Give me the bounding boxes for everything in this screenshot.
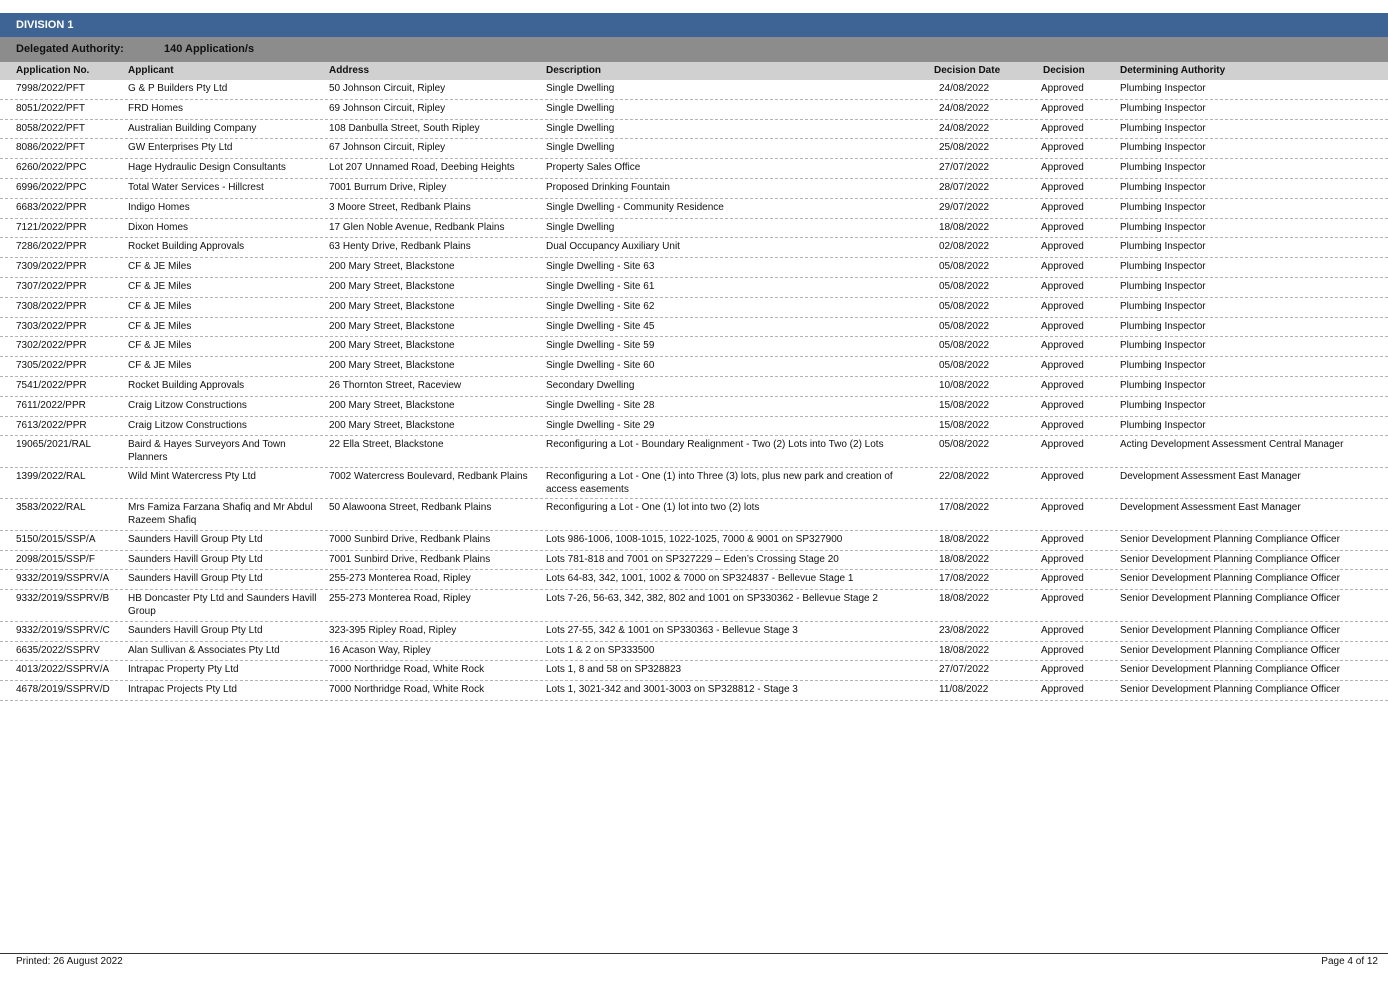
cell-description: Lots 27-55, 342 & 1001 on SP330363 - Bellevue Stage 3 bbox=[546, 624, 798, 636]
cell-address: 63 Henty Drive, Redbank Plains bbox=[329, 241, 471, 253]
table-row bbox=[0, 120, 1388, 140]
cell-determining-authority: Plumbing Inspector bbox=[1120, 221, 1206, 233]
cell-app-no: 4013/2022/SSPRV/A bbox=[16, 664, 110, 676]
cell-app-no: 7286/2022/PPR bbox=[16, 241, 87, 253]
table-row bbox=[0, 298, 1388, 318]
cell-decision-date: 24/08/2022 bbox=[939, 83, 990, 94]
cell-determining-authority: Development Assessment East Manager bbox=[1120, 502, 1301, 514]
cell-address: 3 Moore Street, Redbank Plains bbox=[329, 201, 471, 213]
cell-determining-authority: Senior Development Planning Compliance Officer bbox=[1120, 593, 1340, 605]
cell-address: 50 Alawoona Street, Redbank Plains bbox=[329, 502, 492, 514]
cell-decision: Approved bbox=[1041, 399, 1084, 411]
cell-applicant: CF & JE Miles bbox=[128, 320, 192, 332]
cell-applicant: GW Enterprises Pty Ltd bbox=[128, 142, 233, 154]
cell-determining-authority: Senior Development Planning Compliance Officer bbox=[1120, 684, 1340, 696]
cell-decision: Approved bbox=[1041, 83, 1084, 94]
cell-applicant: CF & JE Miles bbox=[128, 280, 192, 292]
cell-app-no: 7998/2022/PFT bbox=[16, 83, 85, 94]
table-row bbox=[0, 318, 1388, 338]
cell-decision-date: 05/08/2022 bbox=[939, 340, 990, 352]
column-header-app-no: Application No. bbox=[16, 65, 90, 76]
cell-description: Lots 1, 8 and 58 on SP328823 bbox=[546, 664, 682, 676]
cell-app-no: 3583/2022/RAL bbox=[16, 502, 86, 514]
cell-address: 7000 Northridge Road, White Rock bbox=[329, 684, 485, 696]
cell-decision-date: 18/08/2022 bbox=[939, 593, 990, 605]
cell-decision-date: 25/08/2022 bbox=[939, 142, 990, 154]
table-row bbox=[0, 159, 1388, 179]
table-row bbox=[0, 436, 1388, 468]
cell-decision: Approved bbox=[1041, 419, 1084, 431]
table-row bbox=[0, 622, 1388, 642]
cell-address: 323-395 Ripley Road, Ripley bbox=[329, 624, 457, 636]
cell-description: Single Dwelling bbox=[546, 122, 615, 134]
cell-description: Single Dwelling - Site 59 bbox=[546, 340, 655, 352]
table-row bbox=[0, 551, 1388, 571]
cell-address: 7001 Burrum Drive, Ripley bbox=[329, 181, 447, 193]
cell-determining-authority: Plumbing Inspector bbox=[1120, 142, 1206, 154]
cell-app-no: 7305/2022/PPR bbox=[16, 360, 87, 372]
cell-address: 200 Mary Street, Blackstone bbox=[329, 261, 455, 273]
cell-address: 200 Mary Street, Blackstone bbox=[329, 419, 455, 431]
cell-decision-date: 18/08/2022 bbox=[939, 221, 990, 233]
cell-app-no: 7541/2022/PPR bbox=[16, 379, 87, 391]
cell-app-no: 9332/2019/SSPRV/A bbox=[16, 573, 110, 585]
cell-app-no: 7303/2022/PPR bbox=[16, 320, 87, 332]
cell-app-no: 7121/2022/PPR bbox=[16, 221, 87, 233]
table-row bbox=[0, 570, 1388, 590]
cell-determining-authority: Plumbing Inspector bbox=[1120, 122, 1206, 134]
cell-decision-date: 24/08/2022 bbox=[939, 102, 990, 114]
cell-app-no: 7302/2022/PPR bbox=[16, 340, 87, 352]
cell-decision: Approved bbox=[1041, 320, 1084, 332]
cell-applicant: Mrs Famiza Farzana Shafiq and Mr Abdul Razeem Shafiq bbox=[128, 502, 313, 527]
table-row bbox=[0, 199, 1388, 219]
cell-decision: Approved bbox=[1041, 593, 1084, 605]
table-row bbox=[0, 499, 1388, 531]
cell-decision: Approved bbox=[1041, 261, 1084, 273]
cell-app-no: 6260/2022/PPC bbox=[16, 162, 87, 174]
cell-app-no: 7307/2022/PPR bbox=[16, 280, 87, 292]
column-header-determining-authority: Determining Authority bbox=[1120, 65, 1226, 76]
cell-decision-date: 05/08/2022 bbox=[939, 439, 990, 451]
cell-decision: Approved bbox=[1041, 624, 1084, 636]
cell-address: 200 Mary Street, Blackstone bbox=[329, 300, 455, 312]
cell-address: 108 Danbulla Street, South Ripley bbox=[329, 122, 480, 134]
table-row bbox=[0, 357, 1388, 377]
cell-decision: Approved bbox=[1041, 122, 1084, 134]
cell-applicant: Dixon Homes bbox=[128, 221, 189, 233]
cell-address: 17 Glen Noble Avenue, Redbank Plains bbox=[329, 221, 505, 233]
cell-decision-date: 17/08/2022 bbox=[939, 573, 990, 585]
table-row bbox=[0, 278, 1388, 298]
cell-description: Single Dwelling - Site 61 bbox=[546, 280, 655, 292]
cell-decision: Approved bbox=[1041, 470, 1084, 482]
cell-decision-date: 27/07/2022 bbox=[939, 664, 990, 676]
page-number: Page 4 of 12 bbox=[1321, 956, 1378, 967]
cell-decision: Approved bbox=[1041, 181, 1084, 193]
table-row bbox=[0, 219, 1388, 239]
cell-description: Lots 64-83, 342, 1001, 1002 & 7000 on SP324837 - Bellevue Stage 1 bbox=[546, 573, 854, 585]
cell-decision: Approved bbox=[1041, 162, 1084, 174]
cell-description: Proposed Drinking Fountain bbox=[546, 181, 670, 193]
cell-decision-date: 15/08/2022 bbox=[939, 419, 990, 431]
cell-applicant: CF & JE Miles bbox=[128, 300, 192, 312]
cell-app-no: 1399/2022/RAL bbox=[16, 470, 86, 482]
cell-applicant: Alan Sullivan & Associates Pty Ltd bbox=[128, 644, 280, 656]
cell-determining-authority: Senior Development Planning Compliance Officer bbox=[1120, 644, 1340, 656]
cell-decision-date: 18/08/2022 bbox=[939, 553, 990, 565]
footer-divider bbox=[0, 953, 1388, 954]
table-header bbox=[0, 62, 1388, 80]
printed-date: Printed: 26 August 2022 bbox=[16, 956, 123, 967]
cell-description: Lots 781-818 and 7001 on SP327229 – Eden’s Crossing Stage 20 bbox=[546, 553, 839, 565]
table-row bbox=[0, 681, 1388, 701]
cell-applicant: Saunders Havill Group Pty Ltd bbox=[128, 573, 263, 585]
applications-table bbox=[0, 80, 1388, 701]
cell-determining-authority: Senior Development Planning Compliance Officer bbox=[1120, 664, 1340, 676]
cell-applicant: Wild Mint Watercress Pty Ltd bbox=[128, 470, 256, 482]
cell-determining-authority: Plumbing Inspector bbox=[1120, 162, 1206, 174]
cell-determining-authority: Plumbing Inspector bbox=[1120, 241, 1206, 253]
cell-applicant: Craig Litzow Constructions bbox=[128, 399, 247, 411]
cell-decision-date: 27/07/2022 bbox=[939, 162, 990, 174]
cell-app-no: 5150/2015/SSP/A bbox=[16, 533, 96, 545]
cell-description: Lots 1, 3021-342 and 3001-3003 on SP328812 - Stage 3 bbox=[546, 684, 798, 696]
cell-decision: Approved bbox=[1041, 201, 1084, 213]
cell-decision: Approved bbox=[1041, 439, 1084, 451]
cell-decision-date: 05/08/2022 bbox=[939, 300, 990, 312]
cell-decision-date: 23/08/2022 bbox=[939, 624, 990, 636]
cell-determining-authority: Plumbing Inspector bbox=[1120, 280, 1206, 292]
cell-description: Lots 1 & 2 on SP333500 bbox=[546, 644, 655, 656]
cell-address: 7000 Sunbird Drive, Redbank Plains bbox=[329, 533, 491, 545]
cell-applicant: CF & JE Miles bbox=[128, 340, 192, 352]
cell-decision: Approved bbox=[1041, 684, 1084, 696]
cell-app-no: 6996/2022/PPC bbox=[16, 181, 87, 193]
cell-address: Lot 207 Unnamed Road, Deebing Heights bbox=[329, 162, 515, 174]
cell-applicant: Indigo Homes bbox=[128, 201, 190, 213]
cell-description: Single Dwelling - Site 29 bbox=[546, 419, 655, 431]
cell-decision-date: 15/08/2022 bbox=[939, 399, 990, 411]
cell-determining-authority: Plumbing Inspector bbox=[1120, 201, 1206, 213]
cell-app-no: 7309/2022/PPR bbox=[16, 261, 87, 273]
authority-label: Delegated Authority: bbox=[16, 43, 124, 55]
cell-app-no: 8086/2022/PFT bbox=[16, 142, 85, 154]
cell-determining-authority: Plumbing Inspector bbox=[1120, 340, 1206, 352]
cell-applicant: CF & JE Miles bbox=[128, 261, 192, 273]
cell-app-no: 9332/2019/SSPRV/B bbox=[16, 593, 110, 605]
cell-address: 200 Mary Street, Blackstone bbox=[329, 340, 455, 352]
cell-description: Single Dwelling - Site 62 bbox=[546, 300, 655, 312]
cell-applicant: Baird & Hayes Surveyors And Town Planners bbox=[128, 439, 286, 464]
cell-determining-authority: Senior Development Planning Compliance Officer bbox=[1120, 553, 1340, 565]
cell-app-no: 7611/2022/PPR bbox=[16, 399, 86, 411]
column-header-address: Address bbox=[329, 65, 370, 76]
cell-address: 200 Mary Street, Blackstone bbox=[329, 360, 455, 372]
division-title: DIVISION 1 bbox=[0, 13, 1388, 37]
cell-decision-date: 17/08/2022 bbox=[939, 502, 990, 514]
cell-decision: Approved bbox=[1041, 340, 1084, 352]
cell-address: 26 Thornton Street, Raceview bbox=[329, 379, 462, 391]
table-row bbox=[0, 377, 1388, 397]
table-row bbox=[0, 100, 1388, 120]
cell-app-no: 4678/2019/SSPRV/D bbox=[16, 684, 110, 696]
cell-decision: Approved bbox=[1041, 142, 1084, 154]
cell-app-no: 8058/2022/PFT bbox=[16, 122, 85, 134]
cell-determining-authority: Acting Development Assessment Central Manager bbox=[1120, 439, 1344, 451]
cell-decision-date: 05/08/2022 bbox=[939, 320, 990, 332]
cell-decision: Approved bbox=[1041, 280, 1084, 292]
cell-applicant: FRD Homes bbox=[128, 102, 184, 114]
cell-decision: Approved bbox=[1041, 360, 1084, 372]
cell-description: Single Dwelling - Site 60 bbox=[546, 360, 655, 372]
cell-address: 7000 Northridge Road, White Rock bbox=[329, 664, 485, 676]
authority-bar bbox=[0, 37, 1388, 62]
cell-decision: Approved bbox=[1041, 102, 1084, 114]
table-row bbox=[0, 238, 1388, 258]
cell-decision-date: 18/08/2022 bbox=[939, 533, 990, 545]
cell-decision-date: 05/08/2022 bbox=[939, 280, 990, 292]
cell-decision-date: 05/08/2022 bbox=[939, 261, 990, 273]
column-header-decision: Decision bbox=[1043, 65, 1085, 76]
cell-description: Secondary Dwelling bbox=[546, 379, 635, 391]
cell-applicant: Intrapac Projects Pty Ltd bbox=[128, 684, 237, 696]
cell-decision-date: 02/08/2022 bbox=[939, 241, 990, 253]
cell-description: Single Dwelling bbox=[546, 221, 615, 233]
cell-decision: Approved bbox=[1041, 221, 1084, 233]
cell-app-no: 7308/2022/PPR bbox=[16, 300, 87, 312]
table-row bbox=[0, 642, 1388, 662]
cell-determining-authority: Plumbing Inspector bbox=[1120, 320, 1206, 332]
cell-applicant: HB Doncaster Pty Ltd and Saunders Havill Group bbox=[128, 593, 317, 618]
cell-decision-date: 28/07/2022 bbox=[939, 181, 990, 193]
cell-determining-authority: Senior Development Planning Compliance Officer bbox=[1120, 573, 1340, 585]
application-count: 140 Application/s bbox=[164, 43, 255, 55]
cell-description: Single Dwelling bbox=[546, 83, 615, 94]
cell-address: 22 Ella Street, Blackstone bbox=[329, 439, 444, 451]
cell-applicant: Australian Building Company bbox=[128, 122, 257, 134]
cell-determining-authority: Senior Development Planning Compliance Officer bbox=[1120, 533, 1340, 545]
cell-decision: Approved bbox=[1041, 533, 1084, 545]
cell-decision-date: 11/08/2022 bbox=[939, 684, 989, 696]
table-row bbox=[0, 139, 1388, 159]
table-row bbox=[0, 590, 1388, 622]
cell-description: Single Dwelling - Site 45 bbox=[546, 320, 655, 332]
table-row bbox=[0, 468, 1388, 500]
cell-app-no: 2098/2015/SSP/F bbox=[16, 553, 95, 565]
cell-applicant: Rocket Building Approvals bbox=[128, 379, 245, 391]
cell-address: 200 Mary Street, Blackstone bbox=[329, 280, 455, 292]
cell-decision: Approved bbox=[1041, 644, 1084, 656]
cell-address: 16 Acason Way, Ripley bbox=[329, 644, 431, 656]
cell-app-no: 8051/2022/PFT bbox=[16, 102, 85, 114]
column-header-decision-date: Decision Date bbox=[934, 65, 1001, 76]
cell-address: 50 Johnson Circuit, Ripley bbox=[329, 83, 446, 94]
table-row bbox=[0, 531, 1388, 551]
cell-determining-authority: Plumbing Inspector bbox=[1120, 261, 1206, 273]
cell-applicant: Rocket Building Approvals bbox=[128, 241, 245, 253]
column-header-description: Description bbox=[546, 65, 602, 76]
cell-decision: Approved bbox=[1041, 502, 1084, 514]
cell-applicant: Craig Litzow Constructions bbox=[128, 419, 247, 431]
cell-decision-date: 10/08/2022 bbox=[939, 379, 990, 391]
cell-description: Single Dwelling - Site 63 bbox=[546, 261, 655, 273]
cell-applicant: Saunders Havill Group Pty Ltd bbox=[128, 553, 263, 565]
cell-decision-date: 05/08/2022 bbox=[939, 360, 990, 372]
cell-applicant: Intrapac Property Pty Ltd bbox=[128, 664, 239, 676]
cell-app-no: 9332/2019/SSPRV/C bbox=[16, 624, 110, 636]
cell-decision: Approved bbox=[1041, 300, 1084, 312]
cell-applicant: CF & JE Miles bbox=[128, 360, 192, 372]
cell-determining-authority: Plumbing Inspector bbox=[1120, 399, 1206, 411]
cell-determining-authority: Plumbing Inspector bbox=[1120, 300, 1206, 312]
cell-description: Property Sales Office bbox=[546, 162, 641, 174]
cell-applicant: G & P Builders Pty Ltd bbox=[128, 83, 228, 94]
cell-determining-authority: Plumbing Inspector bbox=[1120, 102, 1206, 114]
cell-applicant: Saunders Havill Group Pty Ltd bbox=[128, 533, 263, 545]
cell-decision-date: 22/08/2022 bbox=[939, 470, 990, 482]
cell-determining-authority: Development Assessment East Manager bbox=[1120, 470, 1301, 482]
table-row bbox=[0, 80, 1388, 100]
cell-determining-authority: Plumbing Inspector bbox=[1120, 419, 1206, 431]
cell-description: Lots 986-1006, 1008-1015, 1022-1025, 7000 & 9001 on SP327900 bbox=[546, 533, 843, 545]
cell-determining-authority: Plumbing Inspector bbox=[1120, 181, 1206, 193]
cell-address: 255-273 Monterea Road, Ripley bbox=[329, 573, 471, 585]
cell-applicant: Saunders Havill Group Pty Ltd bbox=[128, 624, 263, 636]
cell-determining-authority: Plumbing Inspector bbox=[1120, 360, 1206, 372]
cell-decision: Approved bbox=[1041, 241, 1084, 253]
cell-description: Reconfiguring a Lot - One (1) into Three (3) lots, plus new park and creation of access easements bbox=[546, 470, 893, 495]
cell-address: 69 Johnson Circuit, Ripley bbox=[329, 102, 446, 114]
cell-applicant: Total Water Services - Hillcrest bbox=[128, 181, 264, 193]
table-row bbox=[0, 397, 1388, 417]
cell-description: Dual Occupancy Auxiliary Unit bbox=[546, 241, 680, 253]
cell-decision-date: 18/08/2022 bbox=[939, 644, 990, 656]
cell-decision: Approved bbox=[1041, 664, 1084, 676]
cell-address: 200 Mary Street, Blackstone bbox=[329, 320, 455, 332]
cell-determining-authority: Plumbing Inspector bbox=[1120, 83, 1206, 94]
cell-description: Single Dwelling bbox=[546, 102, 615, 114]
cell-description: Reconfiguring a Lot - One (1) lot into two (2) lots bbox=[546, 502, 760, 514]
cell-app-no: 6635/2022/SSPRV bbox=[16, 644, 100, 656]
cell-app-no: 19065/2021/RAL bbox=[16, 439, 92, 451]
cell-app-no: 7613/2022/PPR bbox=[16, 419, 87, 431]
cell-applicant: Hage Hydraulic Design Consultants bbox=[128, 162, 286, 174]
table-row bbox=[0, 179, 1388, 199]
cell-decision: Approved bbox=[1041, 379, 1084, 391]
cell-description: Reconfiguring a Lot - Boundary Realignment - Two (2) Lots into Two (2) Lots bbox=[546, 439, 884, 451]
table-row bbox=[0, 337, 1388, 357]
cell-description: Single Dwelling - Site 28 bbox=[546, 399, 655, 411]
cell-address: 7002 Watercress Boulevard, Redbank Plains bbox=[329, 470, 528, 482]
table-row bbox=[0, 417, 1388, 437]
cell-app-no: 6683/2022/PPR bbox=[16, 201, 87, 213]
cell-determining-authority: Plumbing Inspector bbox=[1120, 379, 1206, 391]
cell-address: 67 Johnson Circuit, Ripley bbox=[329, 142, 446, 154]
cell-description: Single Dwelling bbox=[546, 142, 615, 154]
cell-description: Single Dwelling - Community Residence bbox=[546, 201, 724, 213]
cell-address: 255-273 Monterea Road, Ripley bbox=[329, 593, 471, 605]
cell-decision: Approved bbox=[1041, 573, 1084, 585]
cell-address: 7001 Sunbird Drive, Redbank Plains bbox=[329, 553, 491, 565]
cell-decision: Approved bbox=[1041, 553, 1084, 565]
column-header-applicant: Applicant bbox=[128, 65, 174, 76]
table-row bbox=[0, 661, 1388, 681]
cell-description: Lots 7-26, 56-63, 342, 382, 802 and 1001 on SP330362 - Bellevue Stage 2 bbox=[546, 593, 878, 605]
table-row bbox=[0, 258, 1388, 278]
cell-address: 200 Mary Street, Blackstone bbox=[329, 399, 455, 411]
cell-decision-date: 24/08/2022 bbox=[939, 122, 990, 134]
cell-decision-date: 29/07/2022 bbox=[939, 201, 990, 213]
cell-determining-authority: Senior Development Planning Compliance Officer bbox=[1120, 624, 1340, 636]
